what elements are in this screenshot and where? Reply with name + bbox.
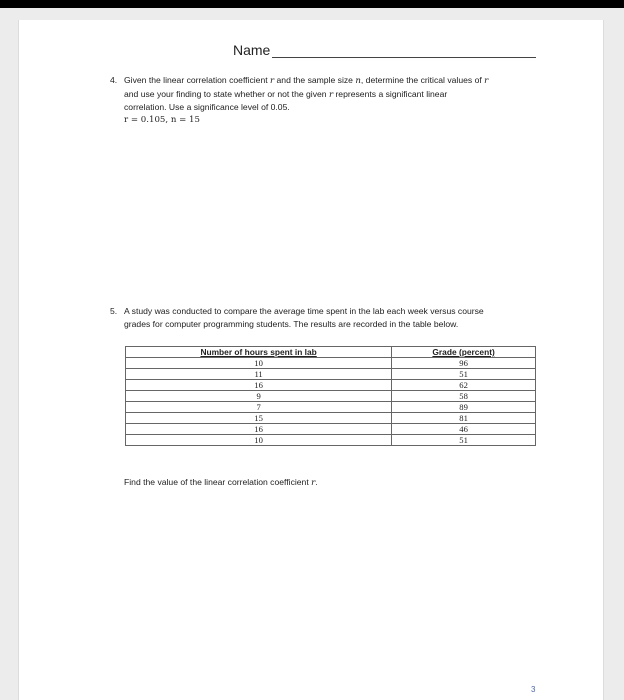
var-n: n	[355, 76, 361, 86]
hours-cell: 11	[126, 369, 392, 380]
question-5	[110, 305, 550, 345]
document-viewer[interactable]	[0, 8, 624, 700]
grade-cell: 89	[392, 402, 536, 413]
question-4	[110, 74, 550, 144]
data-table	[125, 346, 536, 446]
question-5-line-1: A study was conducted to compare the average time spent in the lab each week versus course	[124, 306, 484, 316]
question-5-number: 5.	[110, 306, 118, 316]
page-number: 3	[531, 685, 536, 694]
q4-text: and the sample size	[274, 75, 356, 85]
hours-cell: 16	[126, 380, 392, 391]
question-4-line-2	[124, 88, 488, 102]
grade-cell: 51	[392, 369, 536, 380]
var-r: r	[484, 76, 489, 86]
table-row	[126, 413, 536, 424]
question-4-body	[124, 74, 488, 126]
question-4-line-1	[124, 74, 488, 88]
grade-cell: 62	[392, 380, 536, 391]
table-row	[126, 402, 536, 413]
grade-cell: 51	[392, 435, 536, 446]
var-r: r	[311, 478, 316, 488]
grade-cell: 81	[392, 413, 536, 424]
table-row	[126, 358, 536, 369]
find-correlation-prompt	[124, 477, 318, 488]
grade-cell: 96	[392, 358, 536, 369]
grade-cell: 46	[392, 424, 536, 435]
question-4-line-3: correlation. Use a significance level of 0.05.	[124, 102, 290, 112]
hours-cell: 10	[126, 358, 392, 369]
var-r: r	[328, 89, 334, 100]
name-underline	[272, 45, 536, 58]
table-header-grade: Grade (percent)	[392, 347, 536, 358]
document-page	[18, 20, 604, 700]
q4-text: , determine the critical values of	[360, 75, 485, 85]
question-5-line-2: grades for computer programming students. The results are recorded in the table below.	[124, 318, 459, 329]
find-text: .	[315, 477, 318, 487]
question-4-values: r = 0.105, n = 15	[124, 114, 200, 125]
var-r: r	[270, 76, 275, 86]
question-4-number: 4.	[110, 75, 118, 85]
q4-text: represents a significant linear	[333, 88, 448, 99]
table-header-hours: Number of hours spent in lab	[126, 347, 392, 358]
table-row	[126, 369, 536, 380]
table-row	[126, 424, 536, 435]
hours-cell: 16	[126, 424, 392, 435]
grade-cell: 58	[392, 391, 536, 402]
name-field	[233, 42, 536, 58]
find-text: Find the value of the linear correlation coefficient	[124, 477, 312, 487]
table-row	[126, 391, 536, 402]
table-row	[126, 435, 536, 446]
q4-text: Given the linear correlation coefficient	[124, 75, 271, 85]
hours-cell: 7	[126, 402, 392, 413]
hours-cell: 10	[126, 435, 392, 446]
name-label: Name	[233, 42, 271, 58]
table-row	[126, 380, 536, 391]
hours-cell: 15	[126, 413, 392, 424]
q4-text: and use your finding to state whether or not the given	[124, 88, 329, 99]
hours-cell: 9	[126, 391, 392, 402]
question-5-body	[124, 305, 484, 330]
table-header-row	[126, 347, 536, 358]
